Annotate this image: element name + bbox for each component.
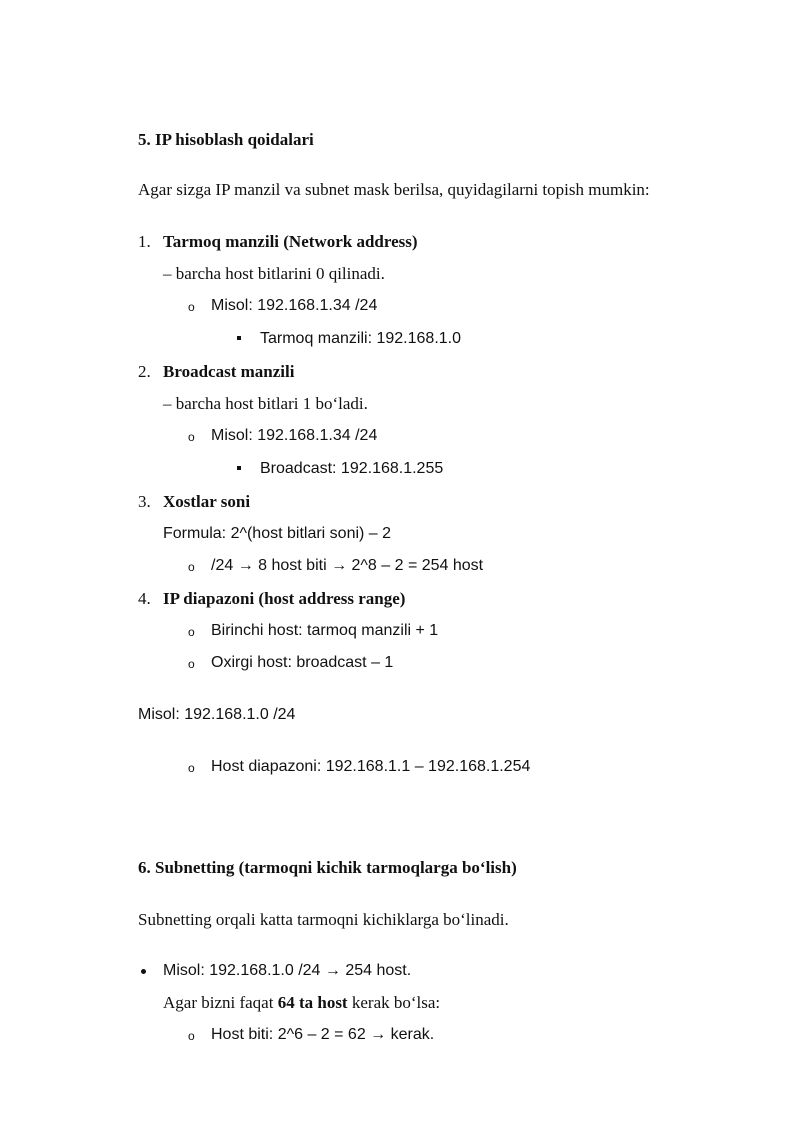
- square-bullet-icon: [237, 336, 241, 340]
- square-bullet-icon: [237, 466, 241, 470]
- circle-bullet-icon: o: [188, 1029, 195, 1043]
- section-6-bullet-cont: [163, 993, 440, 1013]
- item-3-sub: /24 → 8 host biti → 2^8 – 2 = 254 host: [211, 557, 484, 574]
- item-2-desc: – barcha host bitlari 1 bo‘ladi.: [163, 394, 368, 413]
- section-6-intro: Subnetting orqali katta tarmoqni kichiklarga bo‘linadi.: [138, 910, 509, 929]
- section-6-heading: 6. Subnetting (tarmoqni kichik tarmoqlarga bo‘lish): [138, 858, 517, 877]
- item-2-subsub: Broadcast: 192.168.1.255: [260, 460, 444, 477]
- item-2-sub: Misol: 192.168.1.34 /24: [211, 427, 378, 444]
- bullet-cont-bold: 64 ta host: [277, 993, 348, 1012]
- item-3-desc: Formula: 2^(host bitlari soni) – 2: [163, 525, 392, 542]
- bullet-dot-icon: [141, 969, 146, 974]
- section-6-bullet: Misol: 192.168.1.0 /24 → 254 host.: [163, 962, 412, 979]
- circle-bullet-icon: o: [188, 300, 195, 314]
- item-4-sub-2: Oxirgi host: broadcast – 1: [211, 654, 394, 671]
- circle-bullet-icon: o: [188, 761, 195, 775]
- section-6-bullet-sub: Host biti: 2^6 – 2 = 62 → kerak.: [211, 1026, 435, 1043]
- list-number-4: 4.: [138, 589, 151, 608]
- item-1-title: Tarmoq manzili (Network address): [163, 232, 418, 251]
- bullet-cont-post: kerak bo‘lsa:: [347, 993, 441, 1012]
- circle-bullet-icon: o: [188, 560, 195, 574]
- circle-bullet-icon: o: [188, 430, 195, 444]
- list-number-2: 2.: [138, 362, 151, 381]
- section-5-heading: 5. IP hisoblash qoidalari: [138, 130, 314, 149]
- item-2-title: Broadcast manzili: [163, 362, 295, 381]
- list-number-1: 1.: [138, 232, 151, 251]
- item-4-sub-1: Birinchi host: tarmoq manzili + 1: [211, 622, 439, 639]
- item-4-title: IP diapazoni (host address range): [163, 589, 406, 608]
- section-5-intro: Agar sizga IP manzil va subnet mask berilsa, quyidagilarni topish mumkin:: [138, 180, 650, 199]
- circle-bullet-icon: o: [188, 657, 195, 671]
- example-line: Misol: 192.168.1.0 /24: [138, 706, 296, 723]
- item-3-title: Xostlar soni: [163, 492, 251, 511]
- list-number-3: 3.: [138, 492, 151, 511]
- example-sub: Host diapazoni: 192.168.1.1 – 192.168.1.254: [211, 758, 531, 775]
- item-1-desc: – barcha host bitlarini 0 qilinadi.: [163, 264, 385, 283]
- circle-bullet-icon: o: [188, 625, 195, 639]
- bullet-cont-pre: Agar bizni faqat: [163, 993, 278, 1012]
- item-1-subsub: Tarmoq manzili: 192.168.1.0: [260, 330, 461, 347]
- item-1-sub: Misol: 192.168.1.34 /24: [211, 297, 378, 314]
